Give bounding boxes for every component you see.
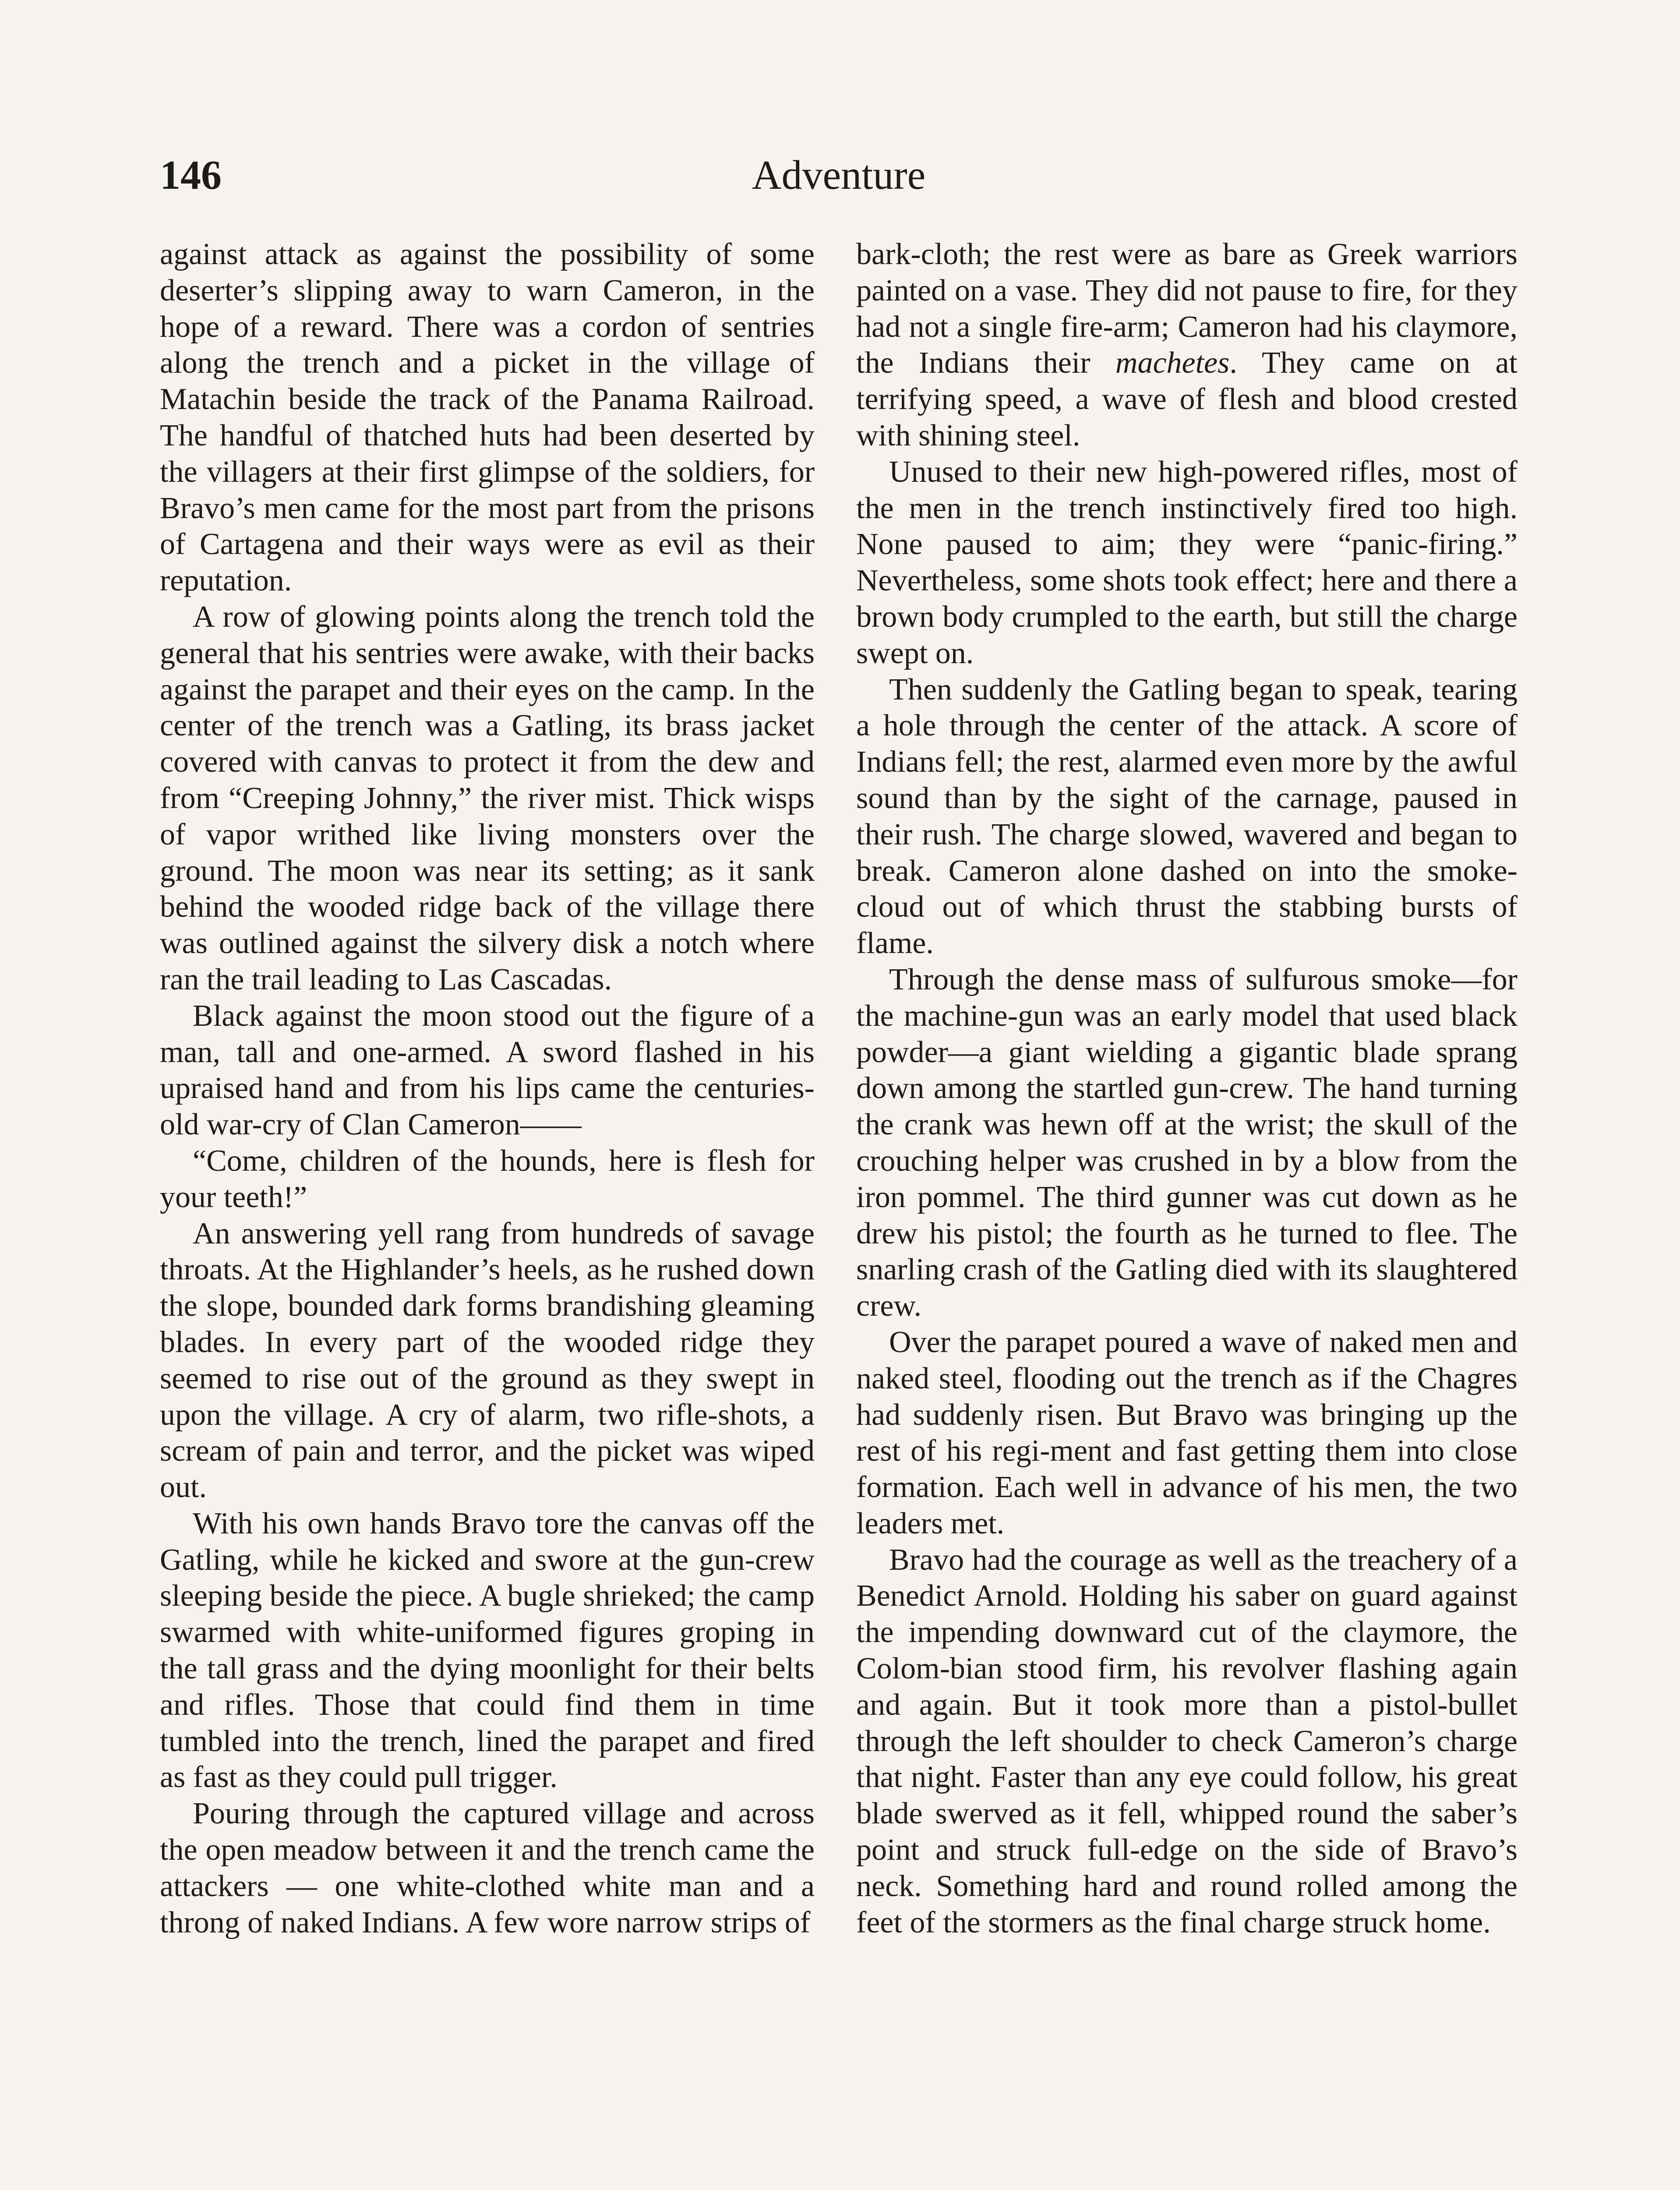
page-number: 146 (160, 152, 222, 198)
paragraph: A row of glowing points along the trench told the general that his sentries were awake, with their backs against the parapet and their eyes on the camp. In the center of the trench was a Gatling, its brass jacket covered with canvas to protect it from the dew and from “Creeping Johnny,” the river mist. Thick wisps of vapor writhed like living monsters over the ground. The moon was near its setting; as it sank behind the wooded ridge back of the village there was outlined against the silvery disk a notch where ran the trail leading to Las Cascadas. (160, 600, 815, 996)
right-column (856, 237, 1518, 2190)
paragraph: Black against the moon stood out the figure of a man, tall and one-armed. A sword flashed in his upraised hand and from his lips came the centuries-old war-cry of Clan Cameron—— (160, 999, 815, 1142)
page-header (160, 147, 1518, 204)
paragraph: An answering yell rang from hundreds of savage throats. At the Highlander’s heels, as he rushed down the slope, bounded dark forms brandishing gleaming blades. In every part of the wooded ridge they seemed to rise out of the ground as they swept in upon the village. A cry of alarm, two rifle-shots, a scream of pain and terror, and the picket was wiped out. (160, 1216, 815, 1505)
page-title: Adventure (752, 152, 926, 198)
paragraph: Bravo had the courage as well as the treachery of a Benedict Arnold. Holding his saber on guard against the impending downward cut of the claymore, the Colom-bian stood firm, his revolver flashing again and again. But it took more than a pistol-bullet through the left shoulder to check Cameron’s charge that night. Faster than any eye could follow, his great blade swerved as it fell, whipped round the saber’s point and struck full-edge on the side of Bravo’s neck. Something hard and round rolled among the feet of the stormers as the final charge struck home. (856, 1543, 1518, 1939)
paragraph: Pouring through the captured village and across the open meadow between it and the trench came the attackers — one white-clothed white man and a throng of naked Indians. A few wore narrow strips of (160, 1797, 815, 1939)
paragraph: Over the parapet poured a wave of naked men and naked steel, flooding out the trench as if the Chagres had suddenly risen. But Bravo was bringing up the rest of his regi-ment and fast getting them into close formation. Each well in advance of his men, the two leaders met. (856, 1325, 1518, 1540)
italic-word: machetes (1115, 346, 1230, 380)
paragraph: Then suddenly the Gatling began to speak, tearing a hole through the center of the attack. A score of Indians fell; the rest, alarmed even more by the awful sound than by the sight of the carnage, paused in their rush. The charge slowed, wavered and began to break. Cameron alone dashed on into the smoke-cloud out of which thrust the stabbing bursts of flame. (856, 672, 1518, 961)
text-run: . They came on at terrifying speed, a wave of flesh and blood crested with shining steel. (856, 346, 1518, 452)
paragraph: Through the dense mass of sulfurous smoke—for the machine-gun was an early model that used black powder—a giant wielding a gigantic blade sprang down among the startled gun-crew. The hand turning the crank was hewn off at the wrist; the skull of the crouching helper was crushed in by a blow from the iron pommel. The third gunner was cut down as he drew his pistol; the fourth as he turned to flee. The snarling crash of the Gatling died with its slaughtered crew. (856, 962, 1518, 1323)
paragraph: against attack as against the possibility of some deserter’s slipping away to warn Cameron, in the hope of a reward. There was a cordon of sentries along the trench and a picket in the village of Matachin beside the track of the Panama Railroad. The handful of thatched huts had been deserted by the villagers at their first glimpse of the soldiers, for Bravo’s men came for the most part from the prisons of Cartagena and their ways were as evil as their reputation. (160, 237, 815, 598)
text-run: bark-cloth; the rest were as bare as Greek warriors painted on a vase. They did not pause to fire, for they had not a single fire-arm; Cameron had his claymore, the Indians their (856, 237, 1518, 380)
left-column (160, 237, 815, 2190)
paragraph: “Come, children of the hounds, here is flesh for your teeth!” (160, 1144, 815, 1214)
paragraph: With his own hands Bravo tore the canvas off the Gatling, while he kicked and swore at the gun-crew sleeping beside the piece. A bugle shrieked; the camp swarmed with white-uniformed figures groping in the tall grass and the dying moonlight for their belts and rifles. Those that could find them in time tumbled into the trench, lined the parapet and fired as fast as they could pull trigger. (160, 1506, 815, 1794)
paragraph: Unused to their new high-powered rifles, most of the men in the trench instinctively fired too high. None paused to aim; they were “panic-firing.” Nevertheless, some shots took effect; here and there a brown body crumpled to the earth, but still the charge swept on. (856, 455, 1518, 670)
paragraph (856, 237, 1518, 454)
